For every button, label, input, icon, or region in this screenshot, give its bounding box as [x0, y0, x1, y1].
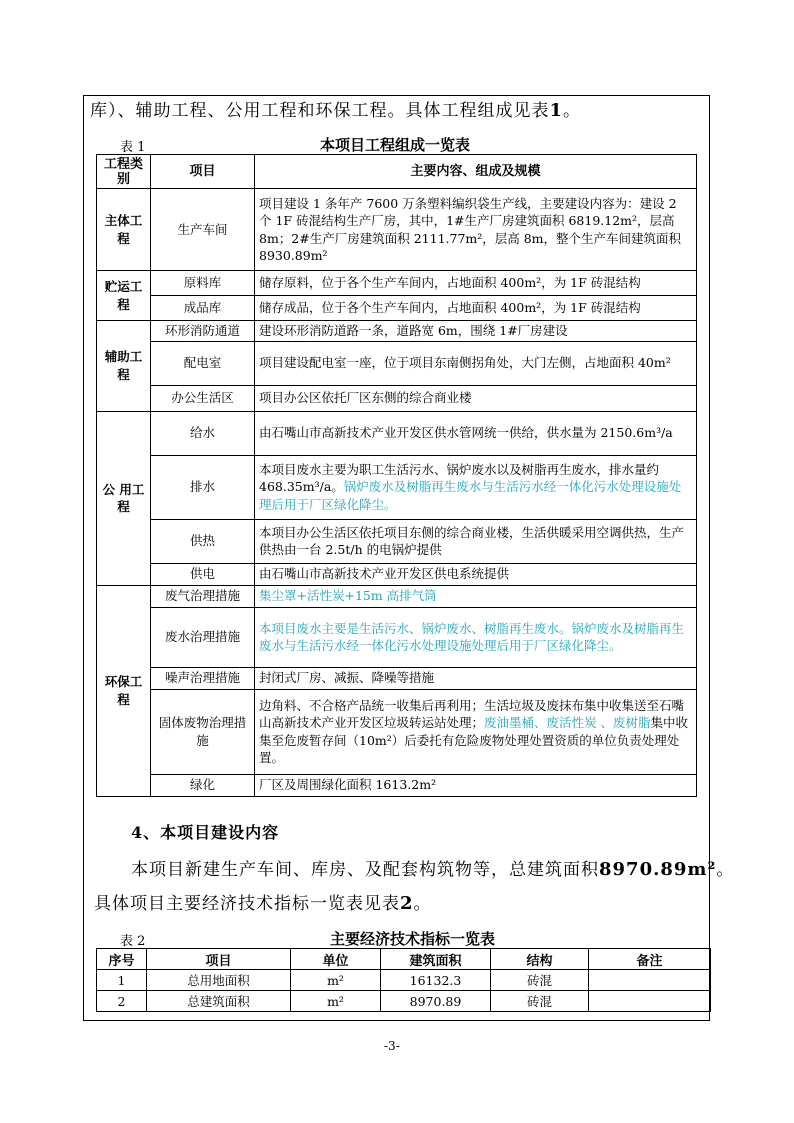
solid-waste-highlight-text: 废油墨桶、废活性炭 、废树脂 — [484, 715, 651, 730]
table-row — [97, 585, 697, 607]
desc-cell: 本项目废水主要是生活污水、锅炉废水、树脂再生废水。锅炉废水及树脂再生废水与生活污水经一体化污水处理设施处理后用于厂区绿化降尘。 — [255, 607, 697, 667]
item-cell: 配电室 — [151, 341, 255, 385]
table-row — [97, 667, 697, 689]
cell: 总建筑面积 — [147, 991, 291, 1012]
intro-paragraph: 库）、辅助工程、公用工程和环保工程。具体工程组成见表1。 — [90, 100, 582, 121]
table-row — [97, 455, 697, 519]
category-cell: 环保工程 — [97, 585, 151, 796]
page-number: -3- — [384, 1039, 400, 1053]
table-row — [97, 341, 697, 385]
header-cell: 项目 — [147, 949, 291, 970]
item-cell: 固体废物治理措施 — [151, 689, 255, 774]
desc-cell — [255, 455, 697, 519]
item-cell: 排水 — [151, 455, 255, 519]
table-row — [97, 991, 711, 1012]
category-cell: 公 用工程 — [97, 411, 151, 585]
cell — [589, 991, 711, 1012]
table-row — [97, 385, 697, 411]
header-category: 工程类别 — [97, 155, 151, 189]
project-composition-table — [96, 154, 697, 797]
desc-cell — [255, 689, 697, 774]
table1-label: 表 1 — [120, 140, 146, 155]
table-row — [97, 271, 697, 296]
drainage-highlight-text: 锅炉废水及树脂再生废水与生活污水经一体化污水处理设施处理后用于厂区绿化降尘。 — [259, 479, 682, 512]
item-cell: 供热 — [151, 519, 255, 563]
table-row — [97, 774, 697, 796]
item-cell: 办公生活区 — [151, 385, 255, 411]
category-cell: 辅助工程 — [97, 321, 151, 412]
cell: m² — [291, 991, 381, 1012]
body-paragraph: 具体项目主要经济技术指标一览表见表2。 — [94, 893, 432, 914]
total-area-value: 8970.89m² — [599, 859, 717, 880]
item-cell: 成品库 — [151, 296, 255, 321]
desc-cell: 由石嘴山市高新技术产业开发区供电系统提供 — [255, 563, 697, 585]
table1-title: 本项目工程组成一览表 — [320, 136, 471, 154]
table-row — [97, 411, 697, 455]
cell: 砖混 — [491, 970, 589, 991]
header-item: 项目 — [151, 155, 255, 189]
desc-cell: 集尘罩+活性炭+15m 高排气筒 — [255, 585, 697, 607]
header-cell: 备注 — [589, 949, 711, 970]
desc-cell: 储存成品，位于各个生产车间内，占地面积 400m²，为 1F 砖混结构 — [255, 296, 697, 321]
item-cell: 供电 — [151, 563, 255, 585]
desc-cell: 项目办公区依托厂区东侧的综合商业楼 — [255, 385, 697, 411]
desc-cell: 建设环形消防道路一条，道路宽 6m，围绕 1#厂房建设 — [255, 321, 697, 342]
table-row — [97, 607, 697, 667]
table-header-row — [97, 949, 711, 970]
item-cell: 原料库 — [151, 271, 255, 296]
item-cell: 环形消防通道 — [151, 321, 255, 342]
table-row — [97, 519, 697, 563]
desc-cell: 由石嘴山市高新技术产业开发区供水管网统一供给，供水量为 2150.6m³/a — [255, 411, 697, 455]
header-content: 主要内容、组成及规模 — [255, 155, 697, 189]
table2-label: 表 2 — [120, 934, 146, 949]
desc-cell: 本项目办公生活区依托项目东侧的综合商业楼，生活供暖采用空调供热，生产供热由一台 2.5t/h 的电锅炉提供 — [255, 519, 697, 563]
cell: 16132.3 — [381, 970, 491, 991]
body-paragraph: 本项目新建生产车间、库房、及配套构筑物等，总建筑面积8970.89m²。 — [131, 859, 735, 880]
cell: 8970.89 — [381, 991, 491, 1012]
header-cell: 结构 — [491, 949, 589, 970]
economic-indicators-table — [96, 948, 711, 1012]
item-cell: 废水治理措施 — [151, 607, 255, 667]
table-row — [97, 189, 697, 271]
cell: 砖混 — [491, 991, 589, 1012]
desc-cell: 厂区及周围绿化面积 1613.2m² — [255, 774, 697, 796]
drainage-text: 本项目废水主要为职工生活污水、锅炉废水以及树脂再生废水，排水量约 468.35m³/a。 — [259, 461, 660, 495]
table-row — [97, 296, 697, 321]
table-row — [97, 970, 711, 991]
desc-cell: 项目建设配电室一座，位于项目东南侧拐角处，大门左侧，占地面积 40m² — [255, 341, 697, 385]
item-cell: 生产车间 — [151, 189, 255, 271]
cell: 2 — [97, 991, 147, 1012]
desc-cell: 封闭式厂房、减振、降噪等措施 — [255, 667, 697, 689]
category-cell: 贮运工程 — [97, 271, 151, 321]
table-row — [97, 689, 697, 774]
cell: 1 — [97, 970, 147, 991]
cell — [589, 970, 711, 991]
cell: m² — [291, 970, 381, 991]
cell: 总用地面积 — [147, 970, 291, 991]
header-cell: 序号 — [97, 949, 147, 970]
solid-waste-text: 边角料、不合格产品统一收集后再利用；生活垃圾及废抹布集中收集送至石嘴山高新技术产业开发区垃圾转运站处理； — [259, 697, 685, 730]
desc-cell: 项目建设 1 条年产 7600 万条塑料编织袋生产线，主要建设内容为：建设 2 个 1F 砖混结构生产厂房，其中，1#生产厂房建筑面积 6819.12m²，层高 8m；2#生产厂房建筑面积 2111.77m²，层高 8m，整个生产车间建筑面积 8930.89m² — [255, 189, 697, 271]
category-cell: 主体工程 — [97, 189, 151, 271]
item-cell: 给水 — [151, 411, 255, 455]
item-cell: 绿化 — [151, 774, 255, 796]
header-cell: 建筑面积 — [381, 949, 491, 970]
table-row — [97, 563, 697, 585]
section-heading: 4、本项目建设内容 — [131, 823, 280, 842]
desc-cell: 储存原料，位于各个生产车间内，占地面积 400m²，为 1F 砖混结构 — [255, 271, 697, 296]
item-cell: 废气治理措施 — [151, 585, 255, 607]
header-cell: 单位 — [291, 949, 381, 970]
solid-waste-text-end: 集中收集至危废暂存间（10m²）后委托有危险废物处理处置资质的单位负责处理处置。 — [259, 715, 689, 765]
table-row — [97, 321, 697, 342]
table-header-row — [97, 155, 697, 189]
item-cell: 噪声治理措施 — [151, 667, 255, 689]
table2-title: 主要经济技术指标一览表 — [330, 930, 496, 948]
